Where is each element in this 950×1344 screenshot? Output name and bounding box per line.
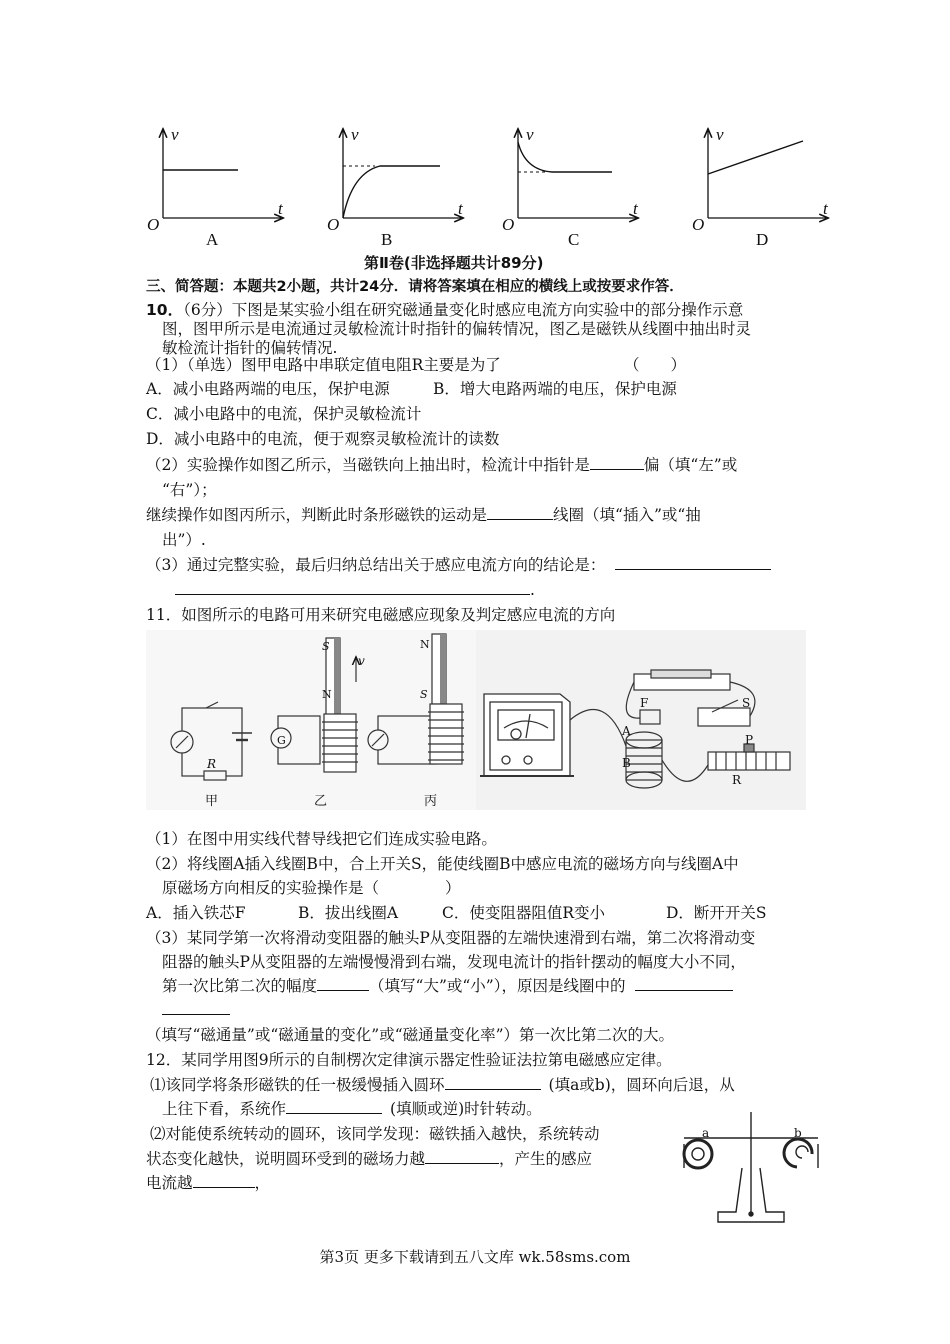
q12-sub1-line2 xyxy=(162,1099,542,1119)
q10-sub1-text: （1）（单选）图甲电路中串联定值电阻R主要是为了 xyxy=(146,356,501,374)
q11-sub2-line2 xyxy=(162,878,461,898)
q12-sub2-line3 xyxy=(146,1173,270,1193)
q12-sub1-blank1[interactable] xyxy=(445,1075,541,1090)
graph-b-origin: O xyxy=(327,215,340,234)
graph-d-t-label: t xyxy=(823,199,828,218)
q11-sub3-c: 第一次比第二次的幅度 xyxy=(162,977,318,995)
q10-sub1-paren[interactable]: （ ） xyxy=(624,356,687,374)
fig-b-label: B xyxy=(622,756,631,770)
section-title: 第Ⅱ卷(非选择题共计89分) xyxy=(364,254,544,272)
q10-line1-text: （6分）下图是某实验小组在研究磁通量变化时感应电流方向实验中的部分操作示意 xyxy=(183,301,744,319)
q12-sub1-line1 xyxy=(150,1075,735,1095)
q12-sub1-c: 上往下看，系统作 xyxy=(162,1100,287,1118)
graph-b-t-label: t xyxy=(458,199,463,218)
fig-yi-caption: 乙 xyxy=(314,794,328,809)
graph-c xyxy=(518,130,637,218)
q10-sub2-e: 线圈（填“插入”或“抽 xyxy=(553,506,701,524)
q12-title: 12．某同学用图9所示的自制楞次定律演示器定性验证法拉第电磁感应定律。 xyxy=(146,1051,672,1069)
graph-a-t-label: t xyxy=(278,199,283,218)
q11-title: 11．如图所示的电路可用来研究电磁感应现象及判定感应电流的方向 xyxy=(146,606,616,624)
q10-sub2-line1 xyxy=(146,455,737,475)
q10-sub3-end: . xyxy=(530,581,535,599)
q11-sub3-d: （填写“大”或“小”），原因是线圈中的 xyxy=(369,977,626,995)
q11-sub3-blank3[interactable] xyxy=(162,1000,230,1015)
q10-sub3-blank2[interactable] xyxy=(175,580,530,595)
fig-r-label: R xyxy=(207,757,217,771)
q12-fig-a-label: a xyxy=(702,1126,710,1140)
fig-p-label: P xyxy=(745,733,754,747)
q10-sub2-line3 xyxy=(146,505,701,525)
fig-g-label: G xyxy=(277,734,286,747)
q10-option-c[interactable]: C．减小电路中的电流，保护灵敏检流计 xyxy=(146,405,422,423)
fig-bing-caption: 丙 xyxy=(424,794,438,809)
q12-sub2-d: 电流越 xyxy=(146,1174,193,1192)
q11-option-c[interactable]: C．使变阻器阻值R变小 xyxy=(442,904,606,922)
q11-option-b[interactable]: B．拔出线圈A xyxy=(298,904,399,922)
fig-yi-s-label: S xyxy=(322,640,330,653)
graph-d xyxy=(708,130,827,218)
q12-sub1-blank2[interactable] xyxy=(286,1099,382,1114)
q10-sub2-c: “右”）； xyxy=(162,481,217,499)
q10-sub3-text: （3）通过完整实验，最后归纳总结出关于感应电流方向的结论是： xyxy=(146,556,606,574)
q12-sub2-a: ⑵对能使系统转动的圆环，该同学发现：磁铁插入越快，系统转动 xyxy=(150,1125,600,1143)
q12-sub2-blank2[interactable] xyxy=(193,1173,255,1188)
q12-sub2-blank1[interactable] xyxy=(425,1149,499,1164)
fig-bing-n-label: N xyxy=(420,638,430,651)
graph-a-origin: O xyxy=(147,215,160,234)
circuit-bing xyxy=(368,634,464,764)
fig-s-switch-label: S xyxy=(742,696,751,710)
q10-sub3-line2 xyxy=(175,580,535,600)
q10-sub2-d: 继续操作如图丙所示，判断此时条形磁铁的运动是 xyxy=(146,506,488,524)
graph-c-origin: O xyxy=(502,215,515,234)
q10-sub1 xyxy=(146,355,687,375)
galvanometer-drawing xyxy=(480,694,574,776)
graph-a-label: A xyxy=(206,230,219,249)
q10-sub2-blank2[interactable] xyxy=(487,505,553,520)
q12-fig-b-label: b xyxy=(794,1126,802,1140)
fig-r-rheostat-label: R xyxy=(732,773,742,787)
q11-options xyxy=(146,903,767,923)
q10-sub2-a: （2）实验操作如图乙所示，当磁铁向上抽出时，检流计中指针是 xyxy=(146,456,590,474)
graph-c-t-label: t xyxy=(633,199,638,218)
q12-sub2-b: 状态变化越快，说明圆环受到的磁场力越 xyxy=(146,1150,426,1168)
q12-sub2-c: ，产生的感应 xyxy=(499,1150,593,1168)
q11-sub2-c: ） xyxy=(445,879,461,897)
section3-header: 三、简答题：本题共2小题，共计24分．请将答案填在相应的横线上或按要求作答． xyxy=(146,279,684,295)
q11-sub3-blank1[interactable] xyxy=(317,976,369,991)
graph-d-origin: O xyxy=(692,215,705,234)
q12-sub1-b: (填a或b)，圆环向后退，从 xyxy=(548,1076,735,1094)
page-footer: 第3页 更多下载请到五八文库 wk.58sms.com xyxy=(319,1248,631,1266)
q12-sub1-a: ⑴该同学将条形磁铁的任一极缓慢插入圆环 xyxy=(150,1076,445,1094)
q11-sub2-b: 原磁场方向相反的实验操作是（ xyxy=(162,879,380,897)
q11-option-a[interactable]: A．插入铁芯F xyxy=(146,904,246,922)
apparatus-drawing xyxy=(570,670,790,788)
fig-f-label: F xyxy=(640,696,649,710)
q10-sub3-blank1[interactable] xyxy=(615,555,771,570)
q12-sub2-e: ， xyxy=(254,1174,271,1192)
q11-option-d[interactable]: D．断开开关S xyxy=(666,904,767,922)
q11-sub3-line3 xyxy=(162,976,733,996)
vt-graphs xyxy=(140,118,840,248)
graph-b xyxy=(343,130,462,218)
circuit-yi xyxy=(271,638,358,772)
graph-d-v-label: v xyxy=(716,125,724,144)
q12-figure-demonstrator xyxy=(676,1108,826,1230)
q11-sub3-a: （3）某同学第一次将滑动变阻器的触头P从变阻器的左端快速滑到右端，第二次将滑动变 xyxy=(146,929,756,947)
q10-options-ab xyxy=(146,379,677,399)
graph-a-v-label: v xyxy=(171,125,179,144)
q10-sub2-blank1[interactable] xyxy=(590,455,644,470)
graph-a xyxy=(163,130,282,218)
fig-bing-s-label: S xyxy=(420,688,428,701)
q10-line3: 敏检流计指针的偏转情况. xyxy=(162,339,338,357)
q11-sub3-b: 阻器的触头P从变阻器的左端慢慢滑到右端，发现电流计的指针摆动的幅度大小不同， xyxy=(162,953,746,971)
graph-c-v-label: v xyxy=(526,125,534,144)
graph-d-label: D xyxy=(756,230,769,249)
q12-sub1-d: (填顺或逆)时针转动。 xyxy=(390,1100,542,1118)
q10-option-b[interactable]: B．增大电路两端的电压，保护电源 xyxy=(433,380,677,398)
q11-sub2-a: （2）将线圈A插入线圈B中，合上开关S，能使线圈B中感应电流的磁场方向与线圈A中 xyxy=(146,855,739,873)
fig-a-label: A xyxy=(622,724,631,738)
q11-sub3-line4 xyxy=(162,1000,230,1020)
fig-yi-n-label: N xyxy=(322,688,332,701)
fig-jia-caption: 甲 xyxy=(205,794,219,809)
graph-b-v-label: v xyxy=(351,125,359,144)
fig-v-label: v xyxy=(358,654,365,668)
q10-line1 xyxy=(146,300,743,320)
q10-line2: 图，图甲所示是电流通过灵敏检流计时指针的偏转情况，图乙是磁铁从线圈中抽出时灵 xyxy=(162,320,752,338)
q10-sub2-f: 出”）. xyxy=(162,531,206,549)
q11-sub3-e: （填写“磁通量”或“磁通量的变化”或“磁通量变化率”）第一次比第二次的大。 xyxy=(146,1026,675,1044)
q10-option-a[interactable]: A．减小电路两端的电压，保护电源 xyxy=(146,380,390,398)
q10-option-d[interactable]: D．减小电路中的电流，便于观察灵敏检流计的读数 xyxy=(146,430,500,448)
q11-sub3-blank2[interactable] xyxy=(635,976,733,991)
q12-sub2-line2 xyxy=(146,1149,592,1169)
q10-number: 10． xyxy=(146,301,184,319)
q11-figure-circuits xyxy=(146,630,476,810)
q11-figure-apparatus xyxy=(476,630,806,810)
graph-c-label: C xyxy=(568,230,580,249)
graph-b-label: B xyxy=(381,230,393,249)
q10-sub2-b: 偏（填“左”或 xyxy=(643,456,738,474)
q11-sub1: （1）在图中用实线代替导线把它们连成实验电路。 xyxy=(146,830,497,848)
q10-sub3 xyxy=(146,555,771,575)
